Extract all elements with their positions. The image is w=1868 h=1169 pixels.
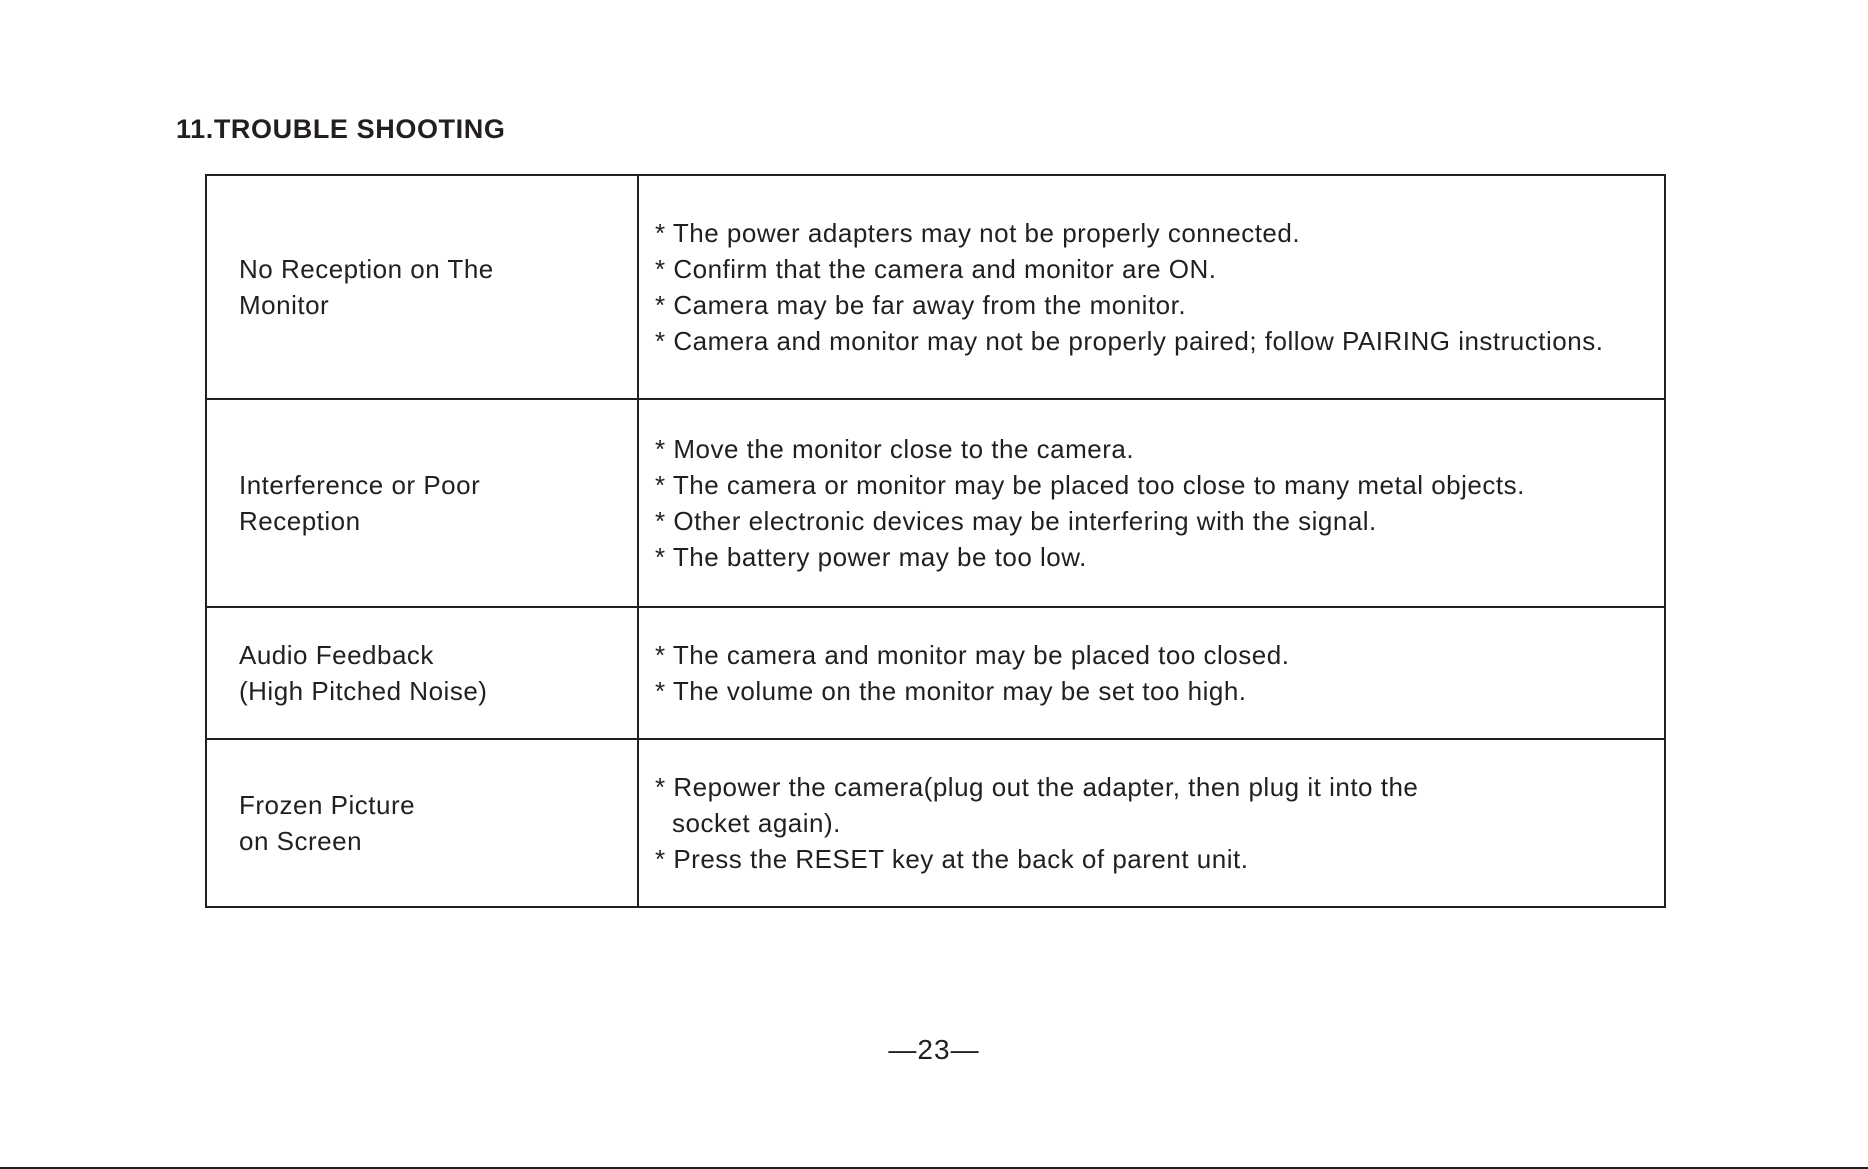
problem-text: on Screen — [239, 826, 363, 856]
solution-text: * Confirm that the camera and monitor are ON. — [655, 254, 1217, 284]
solution-cell — [638, 607, 1665, 739]
page-title: 11.TROUBLE SHOOTING — [176, 114, 506, 144]
page-number: —23— — [888, 1034, 980, 1065]
problem-text: No Reception on The — [239, 254, 494, 284]
problem-cell — [206, 175, 638, 399]
table-row — [206, 175, 1665, 399]
solution-text: * The camera and monitor may be placed too closed. — [655, 640, 1290, 670]
solution-text: * The volume on the monitor may be set too high. — [655, 676, 1247, 706]
solution-text: socket again). — [672, 808, 841, 838]
solution-text: * Camera and monitor may not be properly paired; follow PAIRING instructions. — [655, 326, 1604, 356]
problem-cell — [206, 399, 638, 607]
problem-cell — [206, 739, 638, 907]
table-row — [206, 607, 1665, 739]
solution-text: * Other electronic devices may be interfering with the signal. — [655, 506, 1377, 536]
troubleshooting-table — [205, 174, 1666, 908]
table-row — [206, 399, 1665, 607]
solution-text: * Repower the camera(plug out the adapter, then plug it into the — [655, 772, 1419, 802]
solution-text: * The battery power may be too low. — [655, 542, 1087, 572]
solution-cell — [638, 739, 1665, 907]
solution-text: * Camera may be far away from the monitor. — [655, 290, 1187, 320]
solution-text: * Move the monitor close to the camera. — [655, 434, 1135, 464]
solution-text: * The camera or monitor may be placed too close to many metal objects. — [655, 470, 1525, 500]
solution-cell — [638, 399, 1665, 607]
problem-cell — [206, 607, 638, 739]
problem-text: Reception — [239, 506, 361, 536]
solution-text: * The power adapters may not be properly connected. — [655, 218, 1301, 248]
problem-text: Interference or Poor — [239, 470, 481, 500]
problem-text: Frozen Picture — [239, 790, 416, 820]
problem-text: (High Pitched Noise) — [239, 676, 488, 706]
solution-cell — [638, 175, 1665, 399]
problem-text: Monitor — [239, 290, 330, 320]
problem-text: Audio Feedback — [239, 640, 434, 670]
table-row — [206, 739, 1665, 907]
solution-text: * Press the RESET key at the back of parent unit. — [655, 844, 1249, 874]
